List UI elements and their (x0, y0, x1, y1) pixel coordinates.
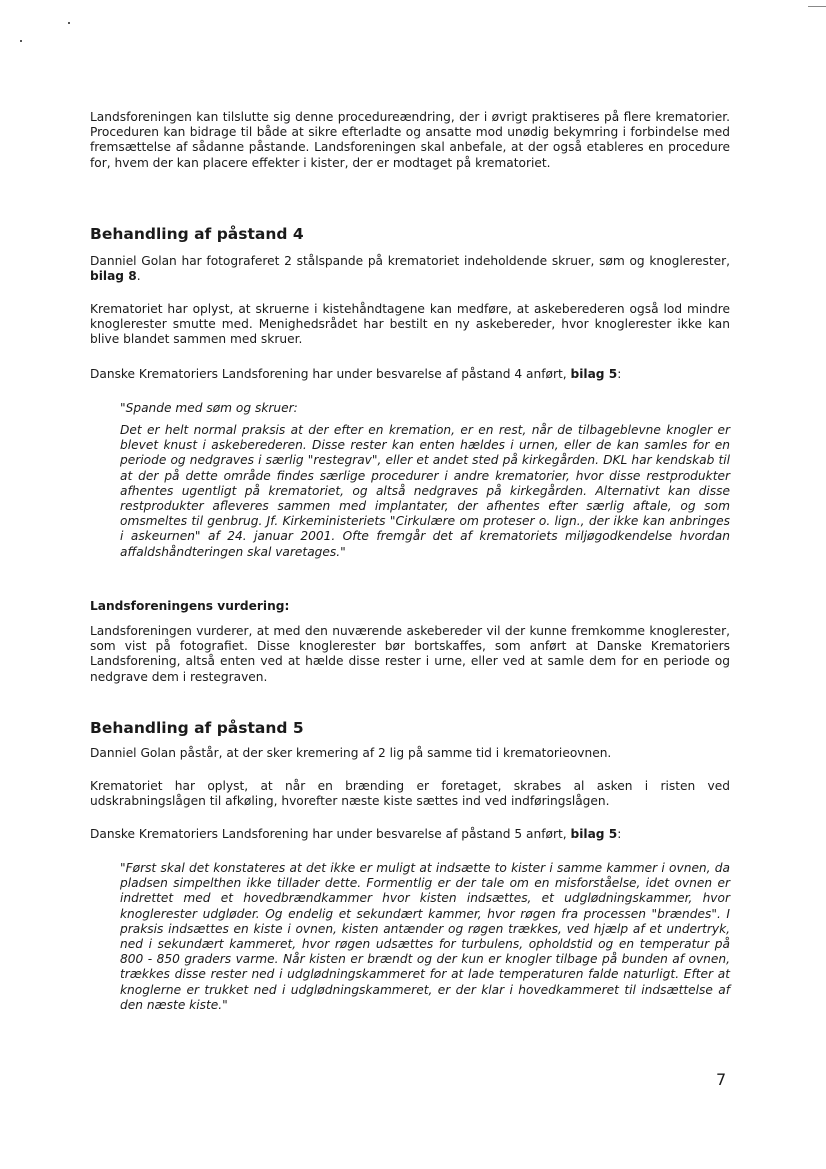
paragraph-text (90, 367, 730, 382)
quote-text: "Først skal det konstateres at det ikke er muligt at indsætte to kister i samme kammer i ovnen, da pladsen simpelthen ikke tillader dette. Formentlig er der tale om en misforståelse, idet ovnen er indrettet med et hovedbrændkammer hvor kisten indsættes, et udglødningskammer, hvor knoglerester udgløder. Og endelig et sekundært kammer, hvor røgen fra processen "brændes". I praksis indsættes en kiste i ovnen, kisten antænder og røgen trækkes, ved hjælp af et undertryk, ned i sekundært kammeret, hvor røgen udsættes for turbulens, opholdstid og en temperatur på 800 - 850 graders varme. Når kisten er brændt og der kun er knogler tilbage på bunden af ovnen, trækkes disse rester ned i udglødningskammeret for at lade temperaturen falde naturligt. Efter at knoglerne er trukket ned i udglødningskammeret, er der klar i hovedkammeret til indsættelse af den næste kiste." (120, 861, 730, 1012)
punctuation: . (136, 269, 141, 284)
paragraph-body: Danske Krematoriers Landsforening har under besvarelse af påstand 5 anført, (90, 827, 567, 841)
quote-5 (120, 861, 730, 1013)
paragraph-intro (90, 110, 730, 171)
section-heading-5 (90, 719, 730, 738)
paragraph-body: Danske Krematoriers Landsforening har under besvarelse af påstand 4 anført, (90, 367, 567, 381)
punctuation: : (617, 827, 622, 841)
quote-4 (120, 423, 730, 560)
heading-text: Behandling af påstand 4 (90, 225, 304, 243)
paragraph-4b (90, 302, 730, 348)
paragraph-text (90, 827, 730, 842)
quote-text: "Spande med søm og skruer: (120, 401, 298, 415)
bilag-reference: bilag 8 (90, 269, 137, 284)
quote-title-4 (120, 401, 730, 416)
scan-speck (20, 40, 22, 42)
paragraph-text: Krematoriet har oplyst, at når en brænding er foretaget, skrabes al asken i risten ved udskrabningslågen til afkøling, hvorefter næste kiste sættes ind ved indføringslågen. (90, 779, 730, 809)
paragraph-5c (90, 827, 730, 842)
subheading-assessment (90, 599, 730, 614)
scan-speck (68, 22, 70, 24)
section-heading-4 (90, 225, 730, 244)
paragraph-text: Landsforeningen kan tilslutte sig denne procedureændring, der i øvrigt praktiseres på flere krematorier. Proceduren kan bidrage til både at sikre efterladte og ansatte mod unødig bekymring i forbindelse med fremsættelse af sådanne påstande. Landsforeningen skal anbefale, at der også etableres en procedure for, hvem der kan placere effekter i kister, der er modtaget på krematoriet. (90, 110, 730, 170)
page-number: 7 (716, 1070, 727, 1089)
punctuation: : (617, 367, 622, 381)
paragraph-text (90, 254, 730, 284)
scan-edge-mark (808, 6, 826, 7)
bilag-reference: bilag 5 (570, 367, 618, 381)
bilag-reference: bilag 5 (570, 827, 618, 841)
heading-text: Behandling af påstand 5 (90, 719, 304, 737)
paragraph-5b (90, 779, 730, 809)
paragraph-body: Danniel Golan har fotograferet 2 stålspande på krematoriet indeholdende skruer, søm og knoglerester, (90, 254, 730, 268)
paragraph-text: Landsforeningen vurderer, at med den nuværende askebereder vil der kunne fremkomme knoglerester, som vist på fotografiet. Disse knoglerester bør bortskaffes, som anført at Danske Krematoriers Landsforening, altså enten ved at hælde disse rester i urne, eller ved at samle dem for en periode og nedgrave dem i restegraven. (90, 624, 730, 684)
paragraph-text: Danniel Golan påstår, at der sker kremering af 2 lig på samme tid i krematorieovnen. (90, 746, 612, 760)
paragraph-5a (90, 746, 730, 761)
paragraph-4a (90, 254, 730, 284)
paragraph-text: Krematoriet har oplyst, at skruerne i kistehåndtagene kan medføre, at askeberederen også lod mindre knoglerester smutte med. Menighedsrådet har bestilt en ny askebereder, hvor knoglerester ikke kan blive blandet sammen med skruer. (90, 302, 730, 347)
subheading-text: Landsforeningens vurdering: (90, 599, 290, 613)
paragraph-4d (90, 624, 730, 685)
paragraph-4c (90, 367, 730, 382)
quote-text: Det er helt normal praksis at der efter en kremation, er en rest, når de tilbageblevne knogler er blevet knust i askeberederen. Disse rester kan enten hældes i urnen, eller de kan samles for en periode og nedgraves i særlig "restegrav", eller et andet sted på kirkegården. DKL har kendskab til at der på dette område findes særlige procedurer i andre krematorier, hvor disse restprodukter afhentes ugentligt på krematoriet, og altså nedgraves på kirkegården. Alternativt kan disse restprodukter afleveres sammen med implantater, der afhentes efter særlig aftale, og som omsmeltes til genbrug. Jf. Kirkeministeriets "Cirkulære om proteser o. lign., der ikke kan anbringes i askeurnen" af 24. januar 2001. Ofte fremgår det af krematoriets miljøgodkendelse hvordan affaldshåndteringen skal varetages." (120, 423, 730, 559)
